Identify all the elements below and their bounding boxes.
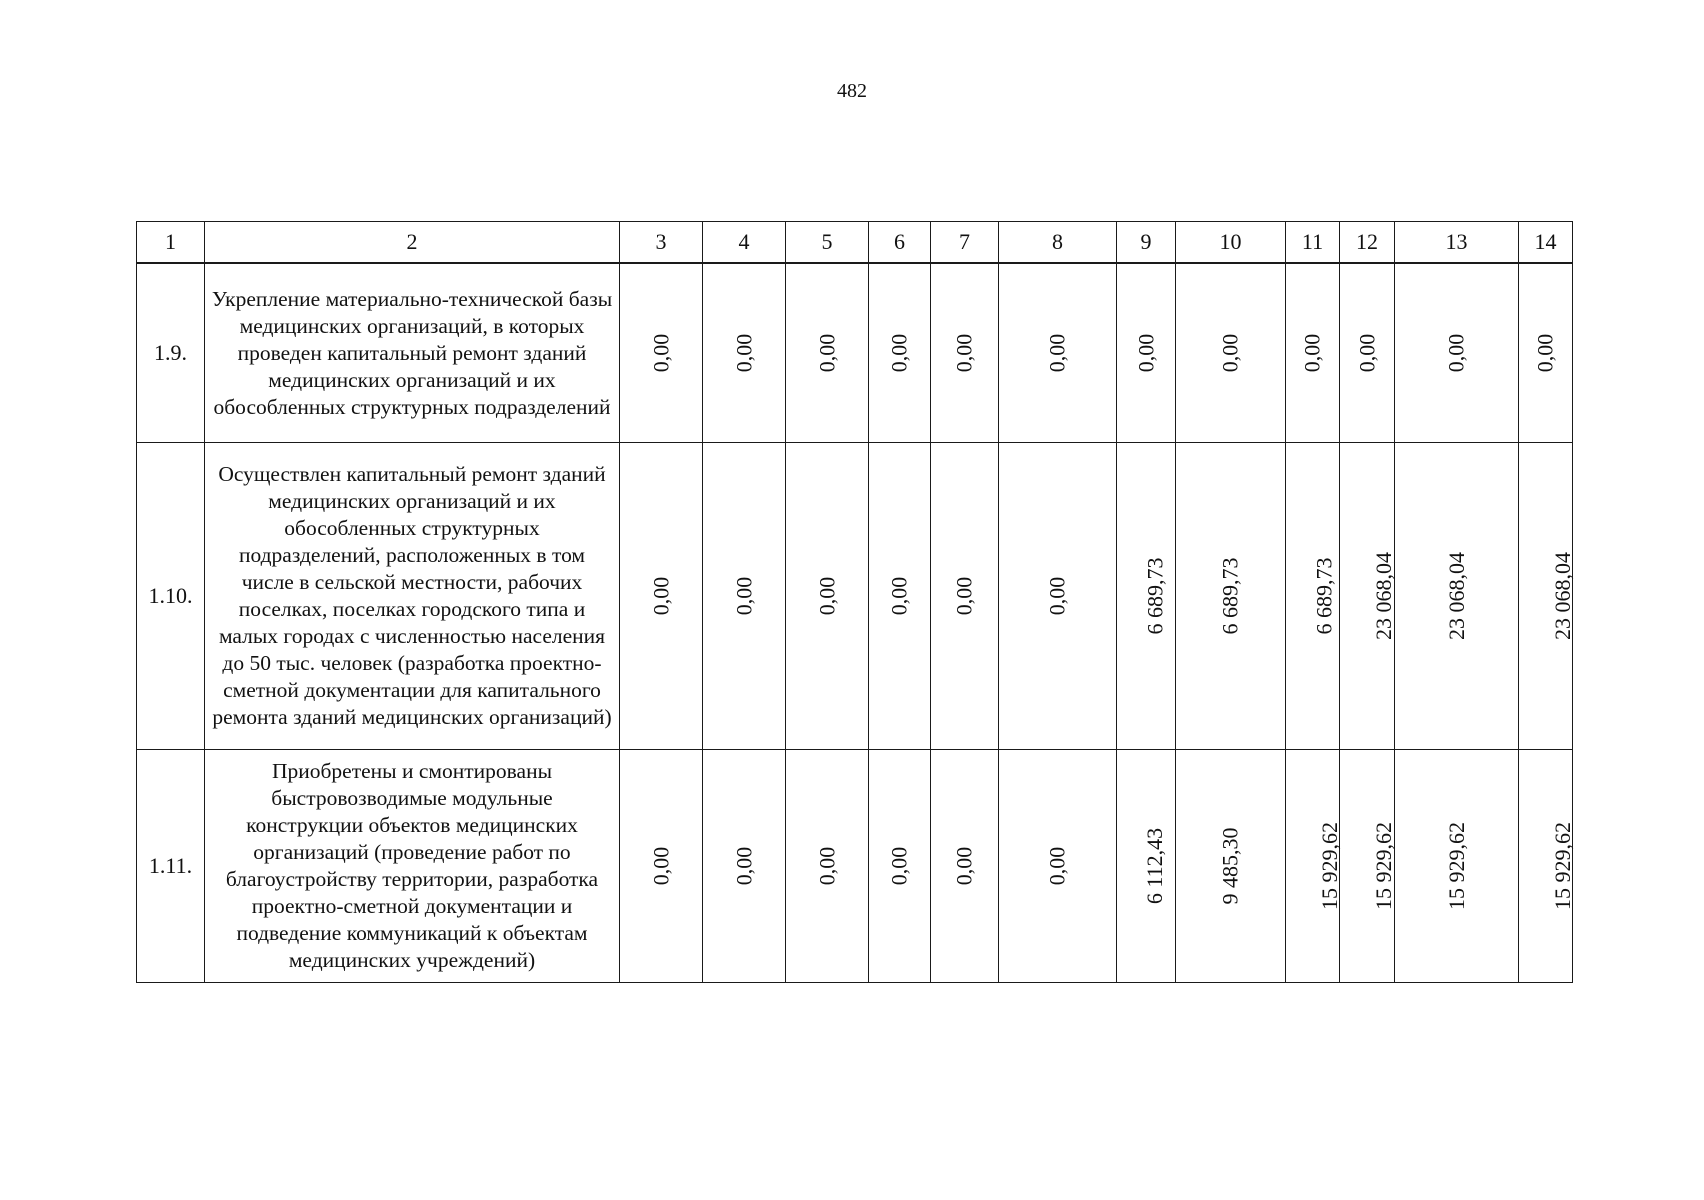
column-header: 8 — [999, 222, 1117, 264]
column-header: 4 — [703, 222, 786, 264]
value-cell: 0,00 — [814, 333, 839, 373]
value-cell: 0,00 — [1299, 333, 1325, 373]
column-header: 5 — [786, 222, 869, 264]
value-cell: 23 068,04 — [1550, 552, 1575, 640]
table-row — [137, 750, 1573, 983]
table-row — [137, 263, 1573, 443]
value-cell: 0,00 — [1133, 333, 1158, 373]
value-cell: 0,00 — [1044, 576, 1070, 616]
column-header: 1 — [137, 222, 205, 264]
value-cell: 23 068,04 — [1371, 552, 1396, 640]
column-header: 10 — [1176, 222, 1286, 264]
value-cell: 0,00 — [951, 333, 977, 373]
value-cell: 0,00 — [1354, 333, 1379, 373]
value-cell: 9 485,30 — [1217, 827, 1243, 905]
value-cell: 0,00 — [951, 846, 977, 886]
value-cell: 6 689,73 — [1311, 557, 1337, 635]
value-cell: 0,00 — [886, 333, 912, 373]
column-header: 12 — [1340, 222, 1395, 264]
value-cell: 0,00 — [1532, 333, 1558, 373]
value-cell: 6 689,73 — [1217, 557, 1243, 635]
value-cell: 15 929,62 — [1443, 822, 1469, 910]
value-cell: 15 929,62 — [1317, 822, 1342, 910]
column-header: 9 — [1117, 222, 1176, 264]
column-header: 3 — [620, 222, 703, 264]
value-cell: 15 929,62 — [1550, 822, 1575, 910]
value-cell: 6 689,73 — [1142, 557, 1168, 635]
column-number-row — [137, 222, 1573, 264]
value-cell: 0,00 — [886, 576, 912, 616]
column-header: 14 — [1519, 222, 1573, 264]
row-description: Осуществлен капитальный ремонт зданий медицинских организаций и их обособленных структурных подразделений, расположенных в том числе в сельской местности, рабочих поселках, поселках городского типа и малых городах с численностью населения до 50 тыс. человек (разработка проектно-сметной документации для капитального ремонта зданий медицинских организаций) — [205, 443, 620, 750]
row-description: Укрепление материально-технической базы медицинских организаций, в которых проведен капитальный ремонт зданий медицинских организаций и их обособленных структурных подразделений — [205, 263, 620, 443]
column-header: 2 — [205, 222, 620, 264]
value-cell: 0,00 — [731, 333, 756, 373]
column-header: 7 — [931, 222, 999, 264]
value-cell: 15 929,62 — [1371, 822, 1396, 910]
value-cell: 23 068,04 — [1443, 552, 1469, 640]
row-code: 1.9. — [137, 263, 205, 443]
value-cell: 0,00 — [648, 846, 673, 886]
column-header: 13 — [1395, 222, 1519, 264]
value-cell: 0,00 — [648, 333, 673, 373]
row-code: 1.11. — [137, 750, 205, 983]
value-cell: 6 112,43 — [1142, 827, 1168, 905]
value-cell: 0,00 — [1217, 333, 1243, 373]
value-cell: 0,00 — [951, 576, 977, 616]
value-cell: 0,00 — [1044, 846, 1070, 886]
page-number: 482 — [837, 80, 867, 102]
table-row — [137, 443, 1573, 750]
value-cell: 0,00 — [648, 576, 673, 616]
row-code: 1.10. — [137, 443, 205, 750]
column-header: 6 — [869, 222, 931, 264]
value-cell: 0,00 — [1443, 333, 1469, 373]
value-cell: 0,00 — [1044, 333, 1070, 373]
value-cell: 0,00 — [731, 576, 756, 616]
row-description: Приобретены и смонтированы быстровозводимые модульные конструкции объектов медицинских организаций (проведение работ по благоустройству территории, разработка проектно-сметной документации и подведение коммуникаций к объектам медицинских учреждений) — [205, 750, 620, 983]
value-cell: 0,00 — [814, 846, 839, 886]
budget-table — [136, 221, 1573, 983]
value-cell: 0,00 — [814, 576, 839, 616]
column-header: 11 — [1286, 222, 1340, 264]
value-cell: 0,00 — [886, 846, 912, 886]
value-cell: 0,00 — [731, 846, 756, 886]
